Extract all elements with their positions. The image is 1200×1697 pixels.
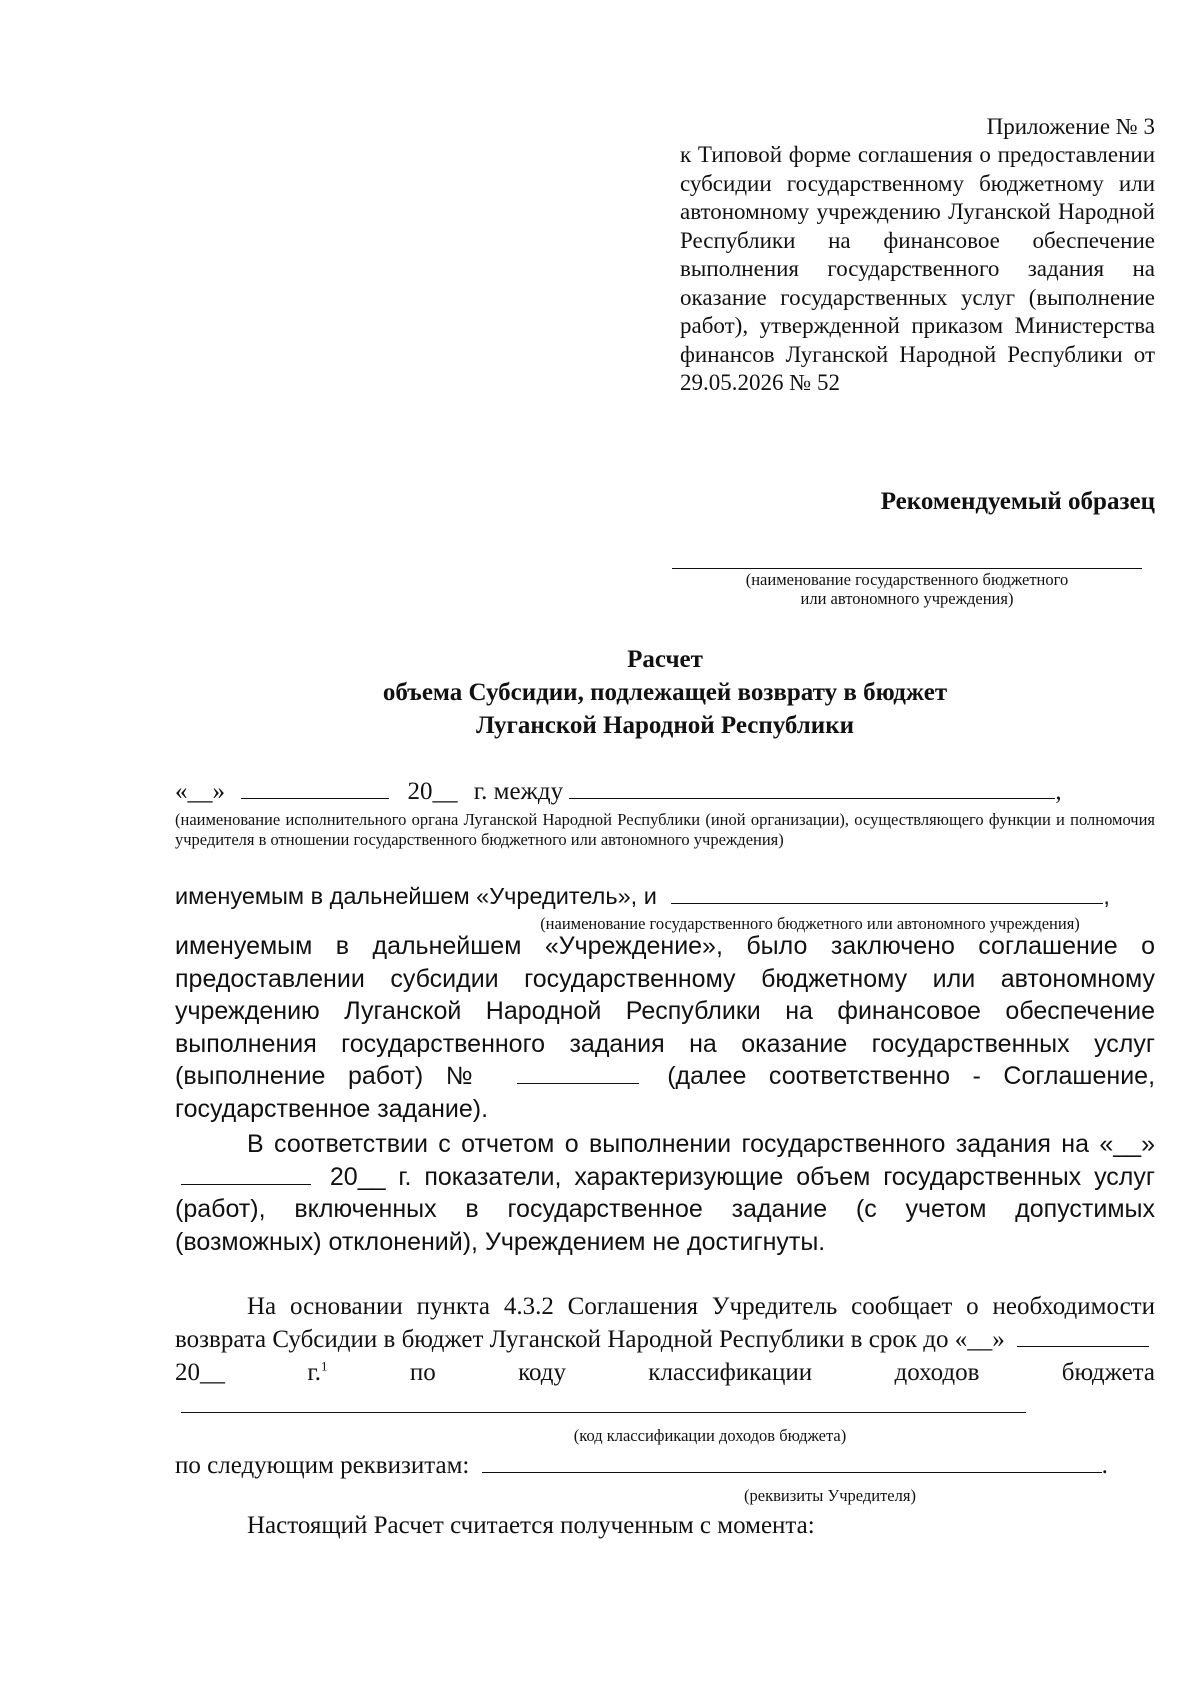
institution-inline-caption: (наименование государственного бюджетного или автономного учреждения) bbox=[540, 914, 1080, 933]
date-between: г. между bbox=[473, 778, 564, 805]
date-line bbox=[175, 776, 1155, 808]
final-line: Настоящий Расчет считается полученным с момента: bbox=[247, 1512, 815, 1539]
paragraph-return-part1: На основании пункта 4.3.2 Соглашения Учредитель сообщает о необходимости возврата Субсидии в бюджет Луганской Народной Республики в срок до «__» bbox=[175, 1293, 1155, 1353]
paragraph-report-part2: 20__ г. показатели, характеризующие объем государственных услуг (работ), включенных в государственное задание (с учетом допустимых (возможных) отклонений), Учреждением не достигнуты. bbox=[175, 1162, 1155, 1256]
institution-name-line bbox=[672, 568, 1142, 569]
paragraph-agreement-part2: (далее соответственно - Соглашение, государственное задание). bbox=[175, 1062, 1156, 1123]
paragraph-report bbox=[175, 1128, 1155, 1258]
requisites-text: по следующим реквизитам: bbox=[175, 1452, 470, 1479]
requisites-line bbox=[175, 1450, 1155, 1482]
founder-line bbox=[175, 880, 1155, 912]
appendix-text: к Типовой форме соглашения о предоставлении субсидии государственному бюджетному или автономному учреждению Луганской Народной Республики на финансовое обеспечение выполнения государственного задания на оказание государственных услуг (выполнение работ), утвержденной приказом Министерства финансов Луганской Народной Республики от 29.05.2026 № 52 bbox=[680, 142, 1155, 395]
requisites-caption: (реквизиты Учредителя) bbox=[744, 1486, 916, 1505]
requisites-end: . bbox=[1101, 1452, 1108, 1479]
agreement-number-blank bbox=[517, 1061, 639, 1084]
date-year: 20__ bbox=[407, 778, 458, 805]
title-line-3: Луганской Народной Республики bbox=[475, 712, 855, 739]
appendix-number: Приложение № 3 bbox=[986, 114, 1155, 139]
paragraph-agreement bbox=[175, 930, 1155, 1125]
founder-name-blank bbox=[569, 776, 1055, 799]
document-title bbox=[175, 643, 1155, 742]
budget-code-caption: (код классификации доходов бюджета) bbox=[573, 1426, 847, 1445]
paragraph-agreement-part1: именуемым в дальнейшем «Учреждение», было заключено соглашение о предоставлении субсидии государственному бюджетному или автономному учреждению Луганской Народной Республики на финансовое обеспечение выполнения государственного задания на оказание государственных услуг (выполнение работ) № bbox=[175, 932, 1155, 1090]
institution-name-caption bbox=[672, 570, 1142, 608]
budget-code-blank bbox=[181, 1390, 1026, 1413]
report-month-blank bbox=[181, 1162, 311, 1185]
paragraph-return-year: 20__ г. bbox=[175, 1359, 322, 1386]
requisites-blank bbox=[482, 1450, 1102, 1473]
institution-name-blank bbox=[671, 881, 1103, 904]
founder-line-comma: , bbox=[1103, 883, 1110, 909]
footnote-marker: 1 bbox=[321, 1358, 328, 1374]
founder-caption: (наименование исполнительного органа Луганской Народной Республики (иной организации), осуществляющего функции и полномочия учредителя в отношении государственного бюджетного или автономного учреждения) bbox=[175, 810, 1155, 849]
institution-caption-line-1: (наименование государственного бюджетного bbox=[745, 570, 1069, 589]
institution-caption-line-2: или автономного учреждения) bbox=[800, 589, 1014, 608]
recommended-sample-label: Рекомендуемый образец bbox=[880, 488, 1155, 515]
founder-line-text: именуемым в дальнейшем «Учредитель», и bbox=[175, 883, 657, 909]
title-line-2: объема Субсидии, подлежащей возврату в бюджет bbox=[382, 679, 948, 706]
date-month-blank bbox=[241, 776, 389, 799]
title-line-1: Расчет bbox=[627, 646, 703, 673]
return-month-blank bbox=[1017, 1324, 1149, 1347]
paragraph-return-part3: по коду классификации доходов бюджета bbox=[409, 1359, 1156, 1386]
paragraph-report-part1: В соответствии с отчетом о выполнении государственного задания на «__» bbox=[247, 1130, 1155, 1158]
paragraph-return bbox=[175, 1290, 1155, 1422]
date-line-comma: , bbox=[1055, 778, 1062, 805]
date-day: «__» bbox=[175, 778, 225, 805]
